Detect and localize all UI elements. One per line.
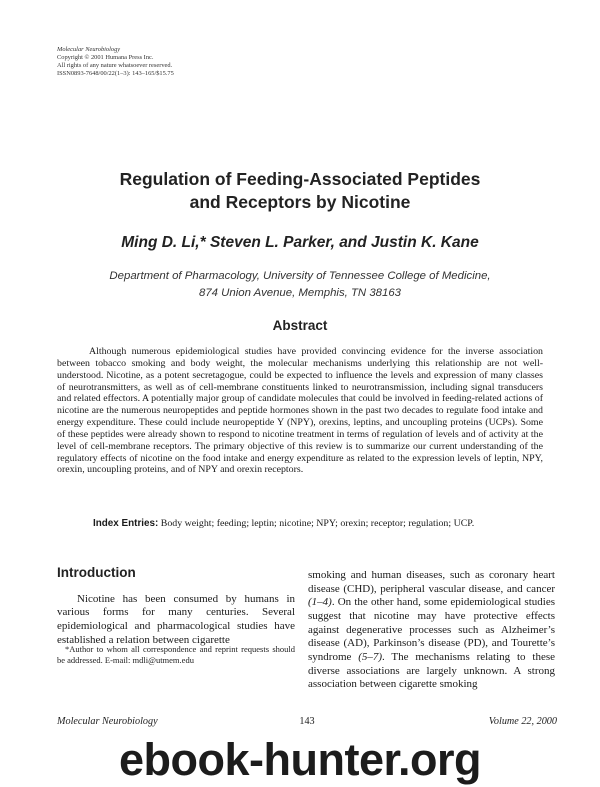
introduction-paragraph: Nicotine has been consumed by humans in various forms for many centuries. Several epidemiological and pharmacological studies have established a relation between cigarette <box>57 592 295 646</box>
right-column <box>308 569 555 692</box>
masthead-journal: Molecular Neurobiology <box>57 46 121 53</box>
citation-1-4: (1–4) <box>308 596 332 609</box>
abstract-heading: Abstract <box>272 318 328 333</box>
index-entries-text: Body weight; feeding; leptin; nicotine; NPY; orexin; receptor; regulation; UCP. <box>158 518 475 529</box>
article-title-line1: Regulation of Feeding-Associated Peptides <box>119 169 481 189</box>
footer-page-number: 143 <box>299 716 315 727</box>
left-column <box>57 566 295 647</box>
masthead-issn: ISSN0893-7648/00/22(1–3): 143–165/$15.75 <box>57 70 174 78</box>
body-text-1: smoking and human diseases, such as coronary heart disease (CHD), peripheral vascular disease, and cancer <box>308 569 555 595</box>
correspondence-footnote: *Author to whom all correspondence and reprint requests should be addressed. E-mail: mdli@utmem.edu <box>57 644 295 665</box>
masthead-rights: All rights of any nature whatsoever reserved. <box>57 62 173 70</box>
body-text-3: . The mechanisms relating to these diverse associations are largely unknown. A strong association between cigarette smoking <box>308 650 555 691</box>
author-list: Ming D. Li,* Steven L. Parker, and Justin K. Kane <box>121 234 479 251</box>
index-entries <box>93 518 553 530</box>
masthead-copyright: Copyright © 2001 Humana Press Inc. <box>57 54 154 62</box>
introduction-heading: Introduction <box>57 565 136 580</box>
masthead <box>57 46 174 78</box>
affiliation <box>0 268 600 302</box>
footer-journal: Molecular Neurobiology <box>57 716 158 727</box>
article-title-line2: and Receptors by Nicotine <box>189 192 411 212</box>
affiliation-line2: 874 Union Avenue, Memphis, TN 38163 <box>199 287 401 299</box>
abstract-body: Although numerous epidemiological studies have provided convincing evidence for the inverse association between tobacco smoking and body weight, the molecular mechanisms underlying this relationship are not well-understood. Nicotine, as a potent secretagogue, could be expected to influence the levels and expression of many classes of neurotransmitters, as well as of cell-membrane constituents linked to neurotransmission, including signal transducers and related effectors. A potentially major group of candidate molecules that could be involved in feeding-related actions of nicotine are the numerous neuropeptides and peptide hormones shown in the past two decades to regulate food intake and energy expenditure. These could include neuropeptide Y (NPY), orexins, leptins, and uncoupling proteins (UCPs). Some of these peptides were already shown to respond to nicotine treatment in terms of regulation of levels and of activity at the level of cell-membrane receptors. The primary objective of this review is to summarize our current understanding of the regulatory effects of nicotine on the food intake and energy expenditure as related to the expression levels of leptin, NPY, orexin, uncoupling proteins, and of NPY and orexin receptors. <box>57 346 543 476</box>
body-text-2: . On the other hand, some epidemiological studies suggest that nicotine may have protective effects against degenerative processes such as Alzheimer’s disease (AD), Parkinson’s disease (PD), and Tourette’s syndrome <box>308 596 555 663</box>
watermark-banner: ebook-hunter.org <box>119 734 481 785</box>
citation-5-7: (5–7) <box>358 650 383 663</box>
footer-volume: Volume 22, 2000 <box>488 716 557 727</box>
article-title <box>0 168 600 214</box>
affiliation-line1: Department of Pharmacology, University of Tennessee College of Medicine, <box>109 270 491 282</box>
right-column-paragraph <box>308 569 555 692</box>
index-entries-label: Index Entries: <box>93 518 159 529</box>
